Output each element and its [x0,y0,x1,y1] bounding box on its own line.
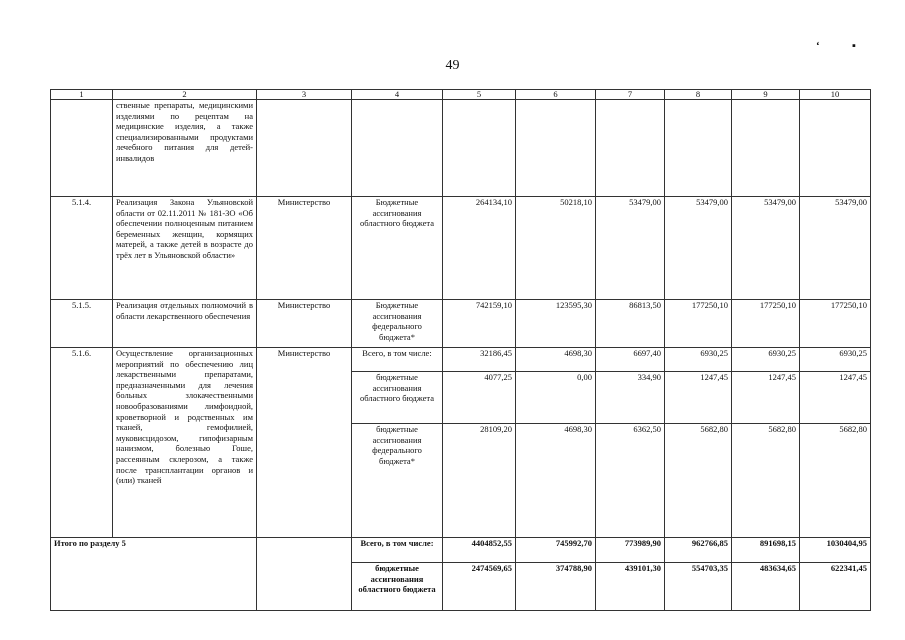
value-cell: 4077,25 [443,372,516,424]
value-cell: 264134,10 [443,197,516,300]
value-cell: 1247,45 [665,372,732,424]
value-cell: 53479,00 [596,197,665,300]
table-row [51,348,871,372]
funding-source: Бюджетные ассигнования федерального бюджета* [352,300,443,348]
row-number: 5.1.6. [51,348,113,538]
value-cell: 177250,10 [665,300,732,348]
column-header: 6 [516,90,596,100]
value-cell: 6697,40 [596,348,665,372]
value-cell: 50218,10 [516,197,596,300]
executor: Министерство [257,300,352,348]
measure-name: ственные препараты, медицинскими изделиями по рецептам на медицинские изделия, а также специализированными продуктами лечебного питания для детей-инвалидов [113,100,257,197]
value-cell: 0,00 [516,372,596,424]
value-cell: 53479,00 [732,197,800,300]
value-cell: 1030404,95 [800,538,871,563]
column-header: 2 [113,90,257,100]
value-cell: 1247,45 [732,372,800,424]
value-cell: 891698,15 [732,538,800,563]
value-cell: 622341,45 [800,563,871,611]
funding-source: Бюджетные ассигнования областного бюджета [352,197,443,300]
table-row [51,197,871,300]
column-header: 10 [800,90,871,100]
measure-name: Реализация Закона Ульяновской области от 02.11.2011 № 181-ЗО «Об обеспечении полноценным питанием беременных женщин, кормящих матерей, а также детей в возрасте до трёх лет в Ульяновской области» [113,197,257,300]
funding-source: бюджетные ассигнования областного бюджета [352,563,443,611]
value-cell: 6930,25 [800,348,871,372]
value-cell: 123595,30 [516,300,596,348]
total-label: Итого по разделу 5 [51,538,257,611]
value-cell: 177250,10 [732,300,800,348]
value-cell: 483634,65 [732,563,800,611]
value-cell: 177250,10 [800,300,871,348]
column-header: 7 [596,90,665,100]
value-cell: 439101,30 [596,563,665,611]
row-number: 5.1.4. [51,197,113,300]
value-cell: 53479,00 [665,197,732,300]
value-cell: 2474569,65 [443,563,516,611]
scan-mark: ▪ [852,40,856,52]
funding-source: бюджетные ассигнования областного бюджета [352,372,443,424]
value-cell: 745992,70 [516,538,596,563]
measure-name: Осуществление организационных мероприятий по обеспечению лиц лекарственными препаратами, предназначенными для лечения больных злокачественными новообразованиями лимфоидной, кроветворной и родственных им тканей, гемофилией, муковисцидозом, гипофизарным нанизмом, болезнью Гоше, рассеянным склерозом, а также после трансплантации органов и (или) тканей [113,348,257,538]
page-number: 49 [445,58,460,73]
funding-source: бюджетные ассигнования федерального бюджета* [352,424,443,538]
value-cell: 4404852,55 [443,538,516,563]
value-cell: 962766,85 [665,538,732,563]
value-cell: 334,90 [596,372,665,424]
value-cell: 28109,20 [443,424,516,538]
column-header: 3 [257,90,352,100]
total-row [51,538,871,563]
executor: Министерство [257,348,352,538]
value-cell: 32186,45 [443,348,516,372]
row-number: 5.1.5. [51,300,113,348]
table-row [51,300,871,348]
value-cell: 374788,90 [516,563,596,611]
column-header: 5 [443,90,516,100]
column-number-row [51,90,871,100]
value-cell: 6930,25 [665,348,732,372]
funding-source: Всего, в том числе: [352,538,443,563]
value-cell: 5682,80 [800,424,871,538]
column-header: 9 [732,90,800,100]
scan-mark: ‘ [816,40,820,52]
column-header: 8 [665,90,732,100]
measure-name: Реализация отдельных полномочий в области лекарственного обеспечения [113,300,257,348]
column-header: 4 [352,90,443,100]
value-cell: 53479,00 [800,197,871,300]
value-cell: 4698,30 [516,424,596,538]
value-cell: 554703,35 [665,563,732,611]
budget-table [50,89,871,611]
column-header: 1 [51,90,113,100]
value-cell: 4698,30 [516,348,596,372]
value-cell: 6362,50 [596,424,665,538]
value-cell: 773989,90 [596,538,665,563]
value-cell: 86813,50 [596,300,665,348]
value-cell: 5682,80 [732,424,800,538]
table-row [51,100,871,197]
value-cell: 1247,45 [800,372,871,424]
value-cell: 742159,10 [443,300,516,348]
executor: Министерство [257,197,352,300]
value-cell: 6930,25 [732,348,800,372]
value-cell: 5682,80 [665,424,732,538]
funding-source: Всего, в том числе: [352,348,443,372]
